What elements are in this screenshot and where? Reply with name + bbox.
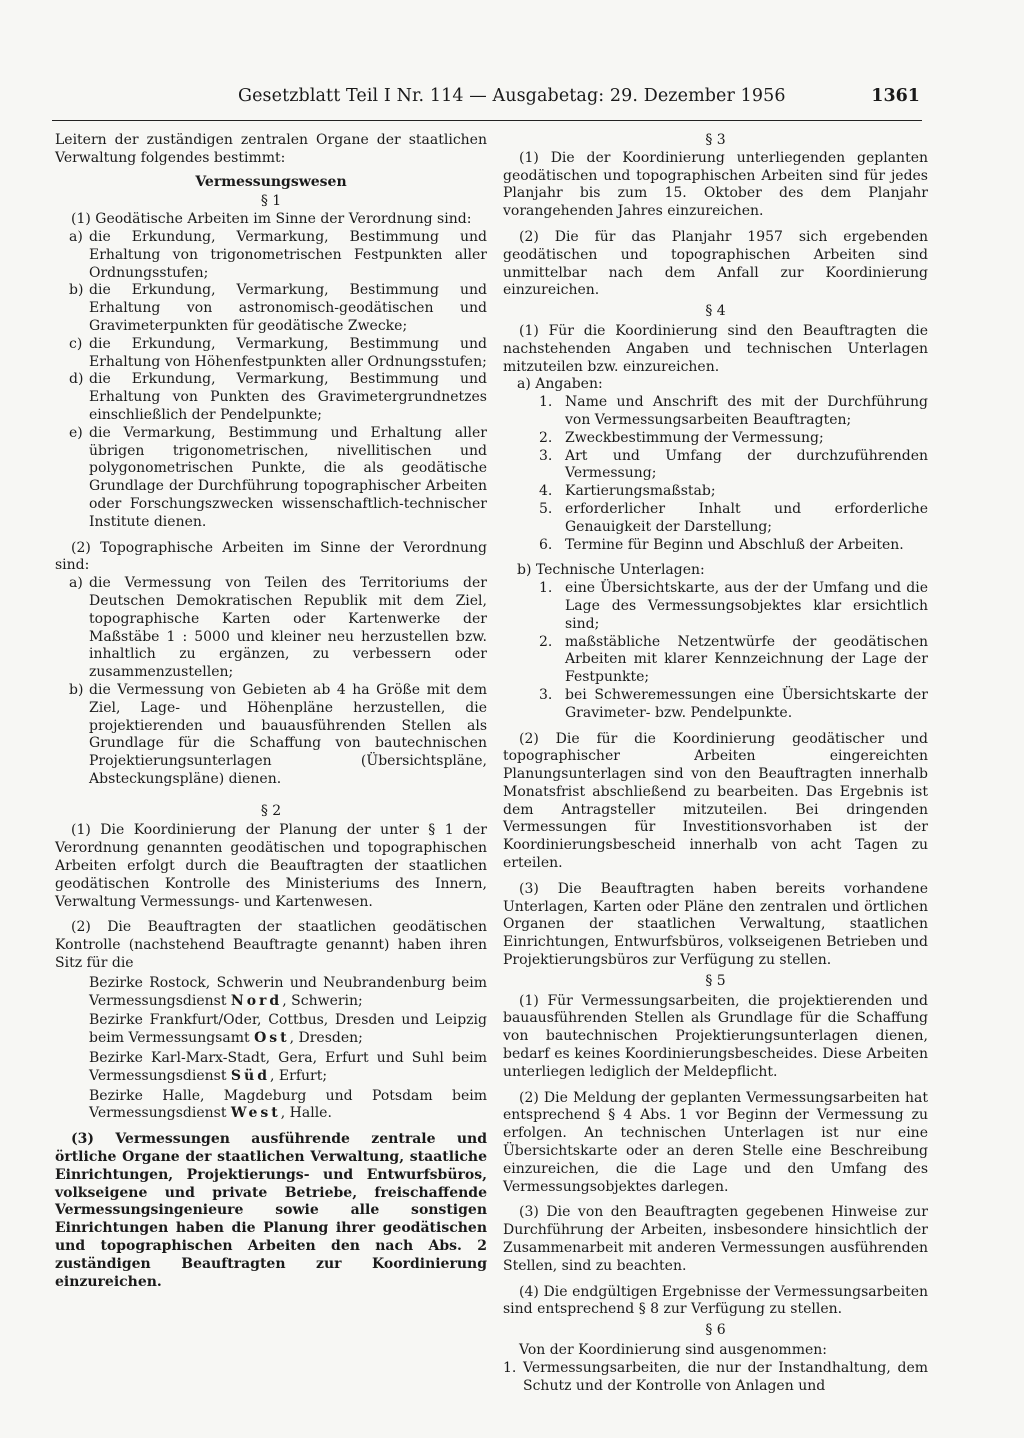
list-item bbox=[503, 537, 928, 555]
paragraph-text: (1) Für Vermessungsarbeiten, die projektierenden und bauausführenden Stellen als Grundlage für die Schaffung von bautechnischen Projektierungsunterlagen dienen, bedarf es keines Koordinierungsbescheides. Diese Arbeiten unterliegen lediglich der Meldepflicht. bbox=[503, 992, 928, 1080]
list-text: die Erkundung, Vermarkung, Bestimmung und Erhaltung von Höhenfestpunkten aller Ordnungsstufen; bbox=[89, 335, 487, 370]
list-marker: a) bbox=[69, 575, 83, 592]
paragraph-text: (1) Für die Koordinierung sind den Beauftragten die nachstehenden Angaben und technischen Unterlagen mitzuteilen bzw. einzureichen. bbox=[503, 322, 928, 375]
list-item bbox=[55, 336, 487, 372]
list-item bbox=[55, 682, 487, 789]
section-title: Vermessungswesen bbox=[195, 173, 347, 190]
paragraph-heading: § 3 bbox=[705, 132, 726, 148]
header-title: Gesetzblatt Teil I Nr. 114 — Ausgabetag: 29. Dezember 1956 bbox=[238, 86, 786, 106]
list-marker: 1. bbox=[539, 580, 553, 597]
list-item bbox=[55, 229, 487, 282]
list-item bbox=[55, 282, 487, 335]
district-office: Ost bbox=[254, 1030, 290, 1047]
paragraph-text: (3) Die von den Beauftragten gegebenen Hinweise zur Durchführung der Arbeiten, insbesondere hinsichtlich der Zusammenarbeit mit anderen Vermessungen ausführenden Stellen, sind zu beachten. bbox=[503, 1204, 928, 1274]
list-marker: 6. bbox=[539, 536, 553, 553]
district-seat: , Erfurt; bbox=[270, 1067, 328, 1084]
intro-text: Leitern der zuständigen zentralen Organe der staatlichen Verwaltung folgendes bestimmt: bbox=[55, 132, 487, 166]
paragraph-text: (2) Die Beauftragten der staatlichen geodätischen Kontrolle (nachstehend Beauftragte genannt) haben ihren Sitz für die bbox=[55, 919, 487, 972]
list-marker: 3. bbox=[539, 447, 553, 464]
paragraph-text: (2) Topographische Arbeiten im Sinne der Verordnung sind: bbox=[55, 539, 487, 574]
list-text: die Erkundung, Vermarkung, Bestimmung und Erhaltung von Punkten des Gravimetergrundnetzes einschließlich der Pendelpunkte; bbox=[89, 371, 487, 423]
list-text: eine Übersichtskarte, aus der der Umfang und die Lage des Vermessungsobjektes klar ersichtlich sind; bbox=[565, 580, 928, 632]
list-item bbox=[503, 687, 928, 723]
district-entry bbox=[55, 1012, 487, 1048]
list-text: Termine für Beginn und Abschluß der Arbeiten. bbox=[565, 536, 904, 553]
paragraph-text: (1) Die der Koordinierung unterliegenden geplanten geodätischen und topographischen Arbeiten sind für jedes Planjahr bis zum 15. Oktober des dem Planjahr vorangehenden Jahres einzureichen. bbox=[503, 149, 928, 220]
paragraph-text: (4) Die endgültigen Ergebnisse der Vermessungsarbeiten sind entsprechend § 8 zur Verfügung zu stellen. bbox=[503, 1283, 928, 1318]
paragraph-text: (3) Die Beauftragten haben bereits vorhandene Unterlagen, Karten oder Pläne den zentralen und örtlichen Organen der staatlichen Verwaltung, staatlichen Einrichtungen, Entwurfsbüros, volkseigenen Betrieben und Projektierungsbüros zur Verfügung zu stellen. bbox=[503, 880, 928, 969]
list-text: Kartierungsmaßstab; bbox=[565, 483, 716, 500]
district-text: Bezirke Frankfurt/Oder, Cottbus, Dresden und Leipzig beim Vermessungsamt bbox=[89, 1012, 487, 1047]
paragraph-text: (3) Vermessungen ausführende zentrale und örtliche Organe der staatlichen Verwaltung, staatliche Einrichtungen, Projektierungs- und Entwurfsbüros, volkseigene und private Betriebe, freischaffende Vermessungsingenieure sowie alle sonstigen Einrichtungen haben die Planung ihrer geodätischen und topographischen Arbeiten den nach Abs. 2 zuständigen Beauftragten zur Koordinierung einzureichen. bbox=[55, 1131, 487, 1290]
list-text: die Erkundung, Vermarkung, Bestimmung und Erhaltung von trigonometrischen Festpunkten aller Ordnungsstufen; bbox=[89, 228, 487, 281]
paragraph-heading: § 1 bbox=[260, 193, 282, 210]
list-item bbox=[55, 425, 487, 532]
list-item bbox=[503, 501, 928, 537]
district-entry bbox=[55, 1050, 487, 1086]
list-item bbox=[55, 371, 487, 424]
list-text: erforderlicher Inhalt und erforderliche Genauigkeit der Darstellung; bbox=[565, 500, 928, 535]
district-seat: , Halle. bbox=[280, 1105, 332, 1122]
list-text: die Vermessung von Teilen des Territoriums der Deutschen Demokratischen Republik mit dem Ziel, topographische Karten oder Kartenwerke der Maßstäbe 1 : 5000 und kleiner neu herzustellen bzw. inhaltlich zu ergänzen, zu verbessern oder zusammenzustellen; bbox=[89, 575, 487, 681]
paragraph-text: (2) Die für das Planjahr 1957 sich ergebenden geodätischen und topographischen Arbeiten sind unmittelbar nach dem Anfall zur Koordinierung einzureichen. bbox=[503, 228, 928, 299]
list-text: maßstäbliche Netzentwürfe der geodätischen Arbeiten mit klarer Kennzeichnung der Lage der Festpunkte; bbox=[565, 633, 928, 686]
paragraph-heading: § 4 bbox=[705, 303, 726, 320]
list-marker: 5. bbox=[539, 500, 553, 517]
list-marker: b) bbox=[69, 282, 84, 299]
district-entry bbox=[55, 1088, 487, 1124]
list-marker: 1. bbox=[503, 1359, 517, 1376]
list-item bbox=[503, 448, 928, 484]
list-text: die Erkundung, Vermarkung, Bestimmung und Erhaltung von astronomisch-geodätischen und Gravimeterpunkten für geodätische Zwecke; bbox=[89, 282, 487, 334]
list-marker: a) bbox=[69, 228, 83, 245]
list-item bbox=[503, 634, 928, 687]
list-text: bei Schweremessungen eine Übersichtskarte der Gravimeter- bzw. Pendelpunkte. bbox=[565, 686, 928, 721]
district-entry bbox=[55, 975, 487, 1011]
right-column bbox=[503, 132, 928, 1395]
paragraph-text: (1) Geodätische Arbeiten im Sinne der Verordnung sind: bbox=[71, 211, 472, 228]
list-marker: 4. bbox=[539, 483, 553, 500]
district-office: Nord bbox=[230, 992, 283, 1009]
district-text: Bezirke Karl-Marx-Stadt, Gera, Erfurt und Suhl beim Vermessungsdienst bbox=[89, 1050, 487, 1084]
list-item bbox=[503, 483, 928, 501]
list-item bbox=[55, 575, 487, 682]
paragraph-heading: § 5 bbox=[705, 972, 726, 989]
list-marker: 2. bbox=[539, 633, 553, 650]
paragraph-text: (2) Die für die Koordinierung geodätischer und topographischer Arbeiten eingereichten Planungsunterlagen sind von den Beauftragten innerhalb Monatsfrist abschließend zu bearbeiten. Das Ergebnis ist dem Antragsteller mitzuteilen. Bei dringenden Vermessungen für Investitionsvorhaben ist der Koordinierungsbescheid innerhalb von acht Tagen zu erteilen. bbox=[503, 730, 928, 872]
district-seat: , Schwerin; bbox=[282, 992, 363, 1009]
list-item bbox=[503, 1360, 928, 1396]
list-marker: e) bbox=[69, 424, 83, 441]
list-marker: 1. bbox=[539, 394, 553, 411]
district-text: Bezirke Halle, Magdeburg und Potsdam beim Vermessungsdienst bbox=[89, 1087, 487, 1122]
page-number: 1361 bbox=[871, 86, 920, 106]
district-seat: , Dresden; bbox=[289, 1030, 363, 1047]
list-marker: c) bbox=[69, 335, 83, 352]
list-item bbox=[503, 430, 928, 448]
list-label: a) Angaben: bbox=[517, 376, 603, 393]
list-marker: b) bbox=[69, 681, 84, 698]
list-label: b) Technische Unterlagen: bbox=[517, 562, 705, 579]
list-text: Vermessungsarbeiten, die nur der Instandhaltung, dem Schutz und der Kontrolle von Anlagen und bbox=[523, 1359, 928, 1394]
list-marker: d) bbox=[69, 371, 84, 388]
page-header bbox=[52, 80, 922, 121]
list-text: die Vermessung von Gebieten ab 4 ha Größe mit dem Ziel, Lage- und Höhenpläne herzustellen, die projektierenden und bauausführenden Stellen als Grundlage für die Schaffung von bautechnischen Projektierungsunterlagen (Übersichtspläne, Absteckungspläne) dienen. bbox=[89, 681, 487, 787]
district-office: West bbox=[230, 1105, 281, 1122]
list-marker: 2. bbox=[539, 429, 553, 446]
list-text: Zweckbestimmung der Vermessung; bbox=[565, 429, 824, 446]
left-column bbox=[55, 132, 487, 1291]
paragraph-heading: § 2 bbox=[260, 802, 282, 819]
list-item bbox=[503, 580, 928, 633]
list-item bbox=[503, 394, 928, 430]
district-text: Bezirke Rostock, Schwerin und Neubrandenburg beim Vermessungsdienst bbox=[89, 974, 487, 1009]
list-marker: 3. bbox=[539, 686, 553, 703]
paragraph-text: Von der Koordinierung sind ausgenommen: bbox=[519, 1342, 827, 1358]
list-text: Name und Anschrift des mit der Durchführung von Vermessungsarbeiten Beauftragten; bbox=[565, 394, 928, 428]
paragraph-text: (2) Die Meldung der geplanten Vermessungsarbeiten hat entsprechend § 4 Abs. 1 vor Beginn der Vermessung zu erfolgen. An technischen Unterlagen ist nur eine Übersichtskarte oder an deren Stelle eine Beschreibung einzureichen, die die Lage und den Umfang des Vermessungsobjektes darlegen. bbox=[503, 1089, 928, 1195]
district-office: Süd bbox=[230, 1067, 270, 1084]
paragraph-heading: § 6 bbox=[705, 1322, 726, 1339]
paragraph-text: (1) Die Koordinierung der Planung der unter § 1 der Verordnung genannten geodätischen und topographischen Arbeiten erfolgt durch die Beauftragten der staatlichen geodätischen Kontrolle des Ministeriums des Innern, Verwaltung Vermessungs- und Kartenwesen. bbox=[55, 822, 487, 910]
list-text: Art und Umfang der durchzuführenden Vermessung; bbox=[565, 447, 928, 482]
list-text: die Vermarkung, Bestimmung und Erhaltung aller übrigen trigonometrischen, nivellitischen und polygonometrischen Punkte, die als geodätische Grundlage der Durchführung topographischer Arbeiten oder Forschungszwecken wissenschaftlich-technischer Institute dienen. bbox=[89, 424, 487, 530]
